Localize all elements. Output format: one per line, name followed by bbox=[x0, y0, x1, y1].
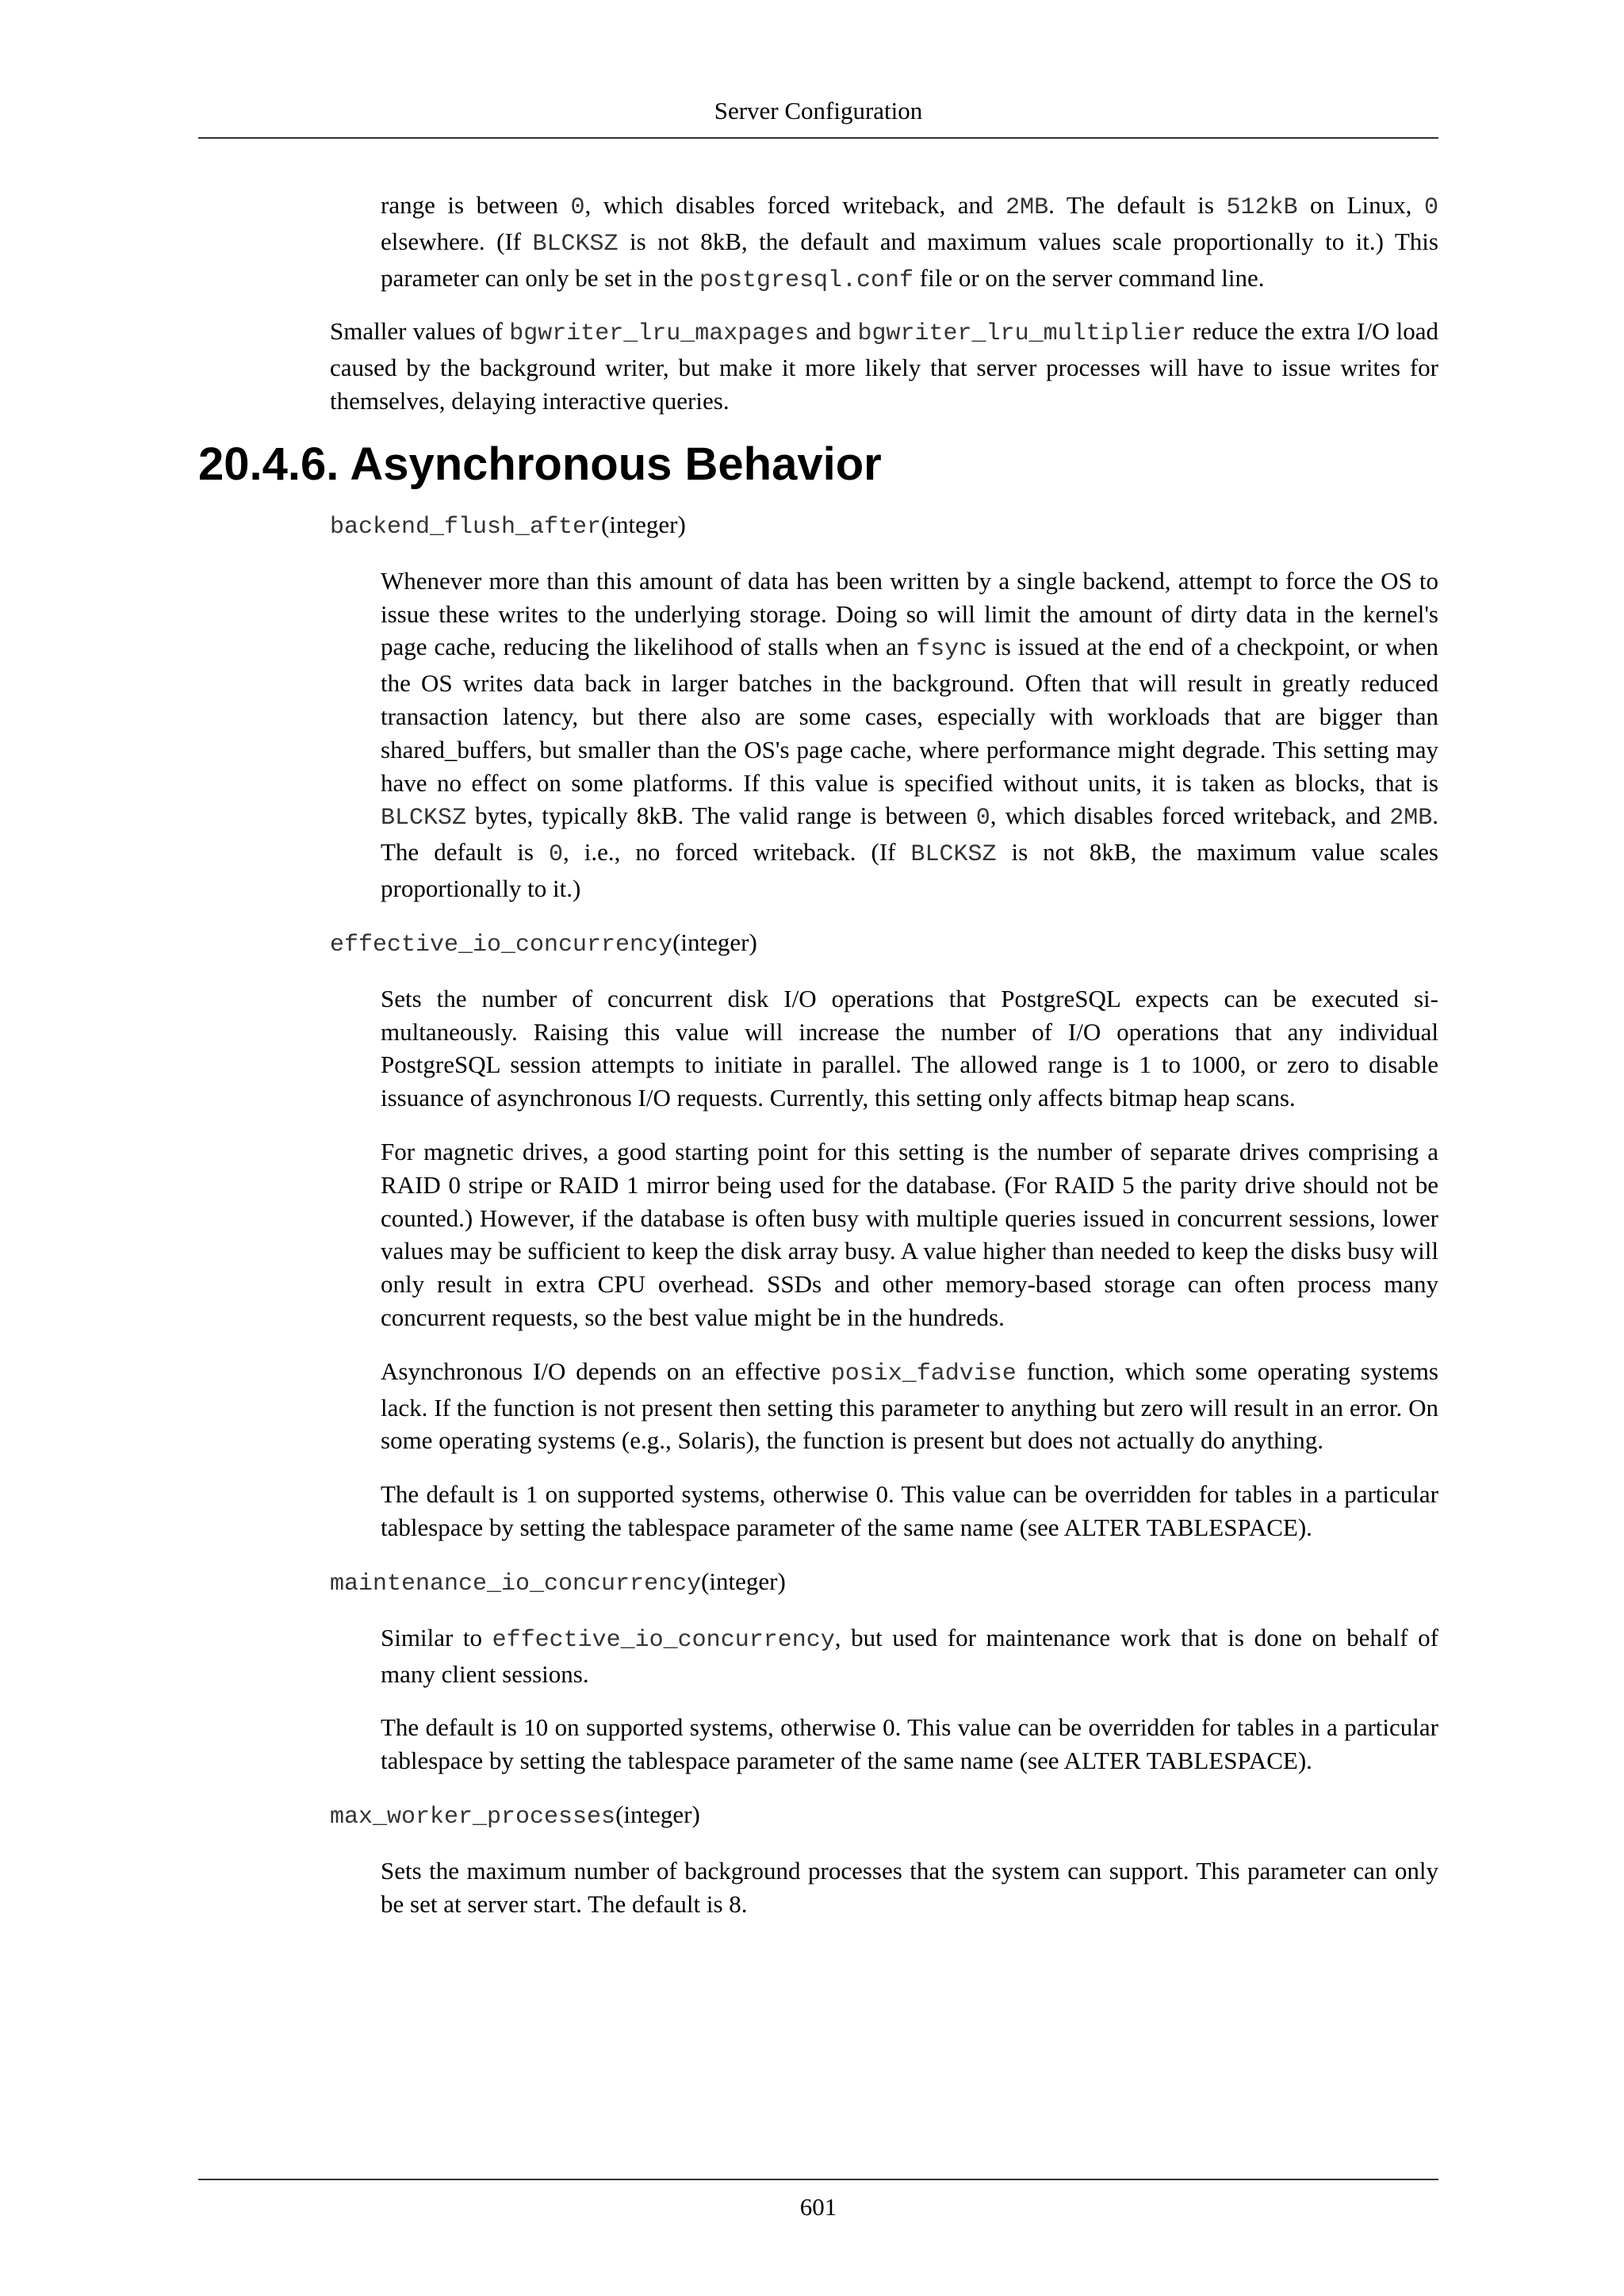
code-literal: BLCKSZ bbox=[381, 805, 467, 832]
code-literal: 0 bbox=[570, 194, 585, 221]
param-definition-effective-io-concurrency bbox=[381, 982, 1438, 1544]
text-run: Asynchronous I/O depends on an effective bbox=[381, 1357, 831, 1385]
code-literal: effective_io_concurrency bbox=[492, 1626, 835, 1654]
param-paragraph: Sets the number of concurrent disk I/O operations that PostgreSQL expects can be executed simultaneously. Raising this value will increase the number of I/O operations that any individual PostgreSQL session attempts to initiate in parallel. The allowed range is 1 to 1000, or zero to disable issuance of asynchronous I/O requests. Currently, this setting only affects bitmap heap scans. bbox=[381, 984, 1438, 1112]
param-definition-max-worker-processes bbox=[381, 1854, 1438, 1921]
code-literal: 2MB bbox=[1389, 805, 1433, 832]
param-type: (integer) bbox=[601, 510, 686, 538]
param-term-max-worker-processes bbox=[330, 1798, 1438, 1834]
param-definition-maintenance-io-concurrency bbox=[381, 1621, 1438, 1777]
param-definition-backend-flush-after bbox=[381, 564, 1438, 905]
text-run: bytes, typically 8kB. The valid range is between bbox=[466, 802, 976, 830]
param-paragraph: For magnetic drives, a good starting point for this setting is the number of separate drives comprising a RAID 0 stripe or RAID 1 mirror being used for the database. (For RAID 5 the parity drive should not be counted.) However, if the database is often busy with multiple queries issued in concurrent sessions, lower values may be sufficient to keep the disk array busy. A value higher than needed to keep the disks busy will only result in extra CPU overhead. SSDs and other memory-based storage can often process many concurrent requests, so the best value might be in the hundreds. bbox=[381, 1137, 1438, 1331]
code-literal: 0 bbox=[548, 841, 563, 869]
page-content bbox=[198, 189, 1438, 1941]
param-paragraph: Sets the maximum number of background processes that the system can support. This parameter can only be set at server start. The default is 8. bbox=[381, 1856, 1438, 1918]
continued-paragraph-1 bbox=[381, 189, 1438, 297]
running-header: Server Configuration bbox=[714, 97, 923, 124]
text-run: reduce the extra I/O load caused by the background writer, but make it more likely that server processes will have to issue writes for themselves, delaying interactive queries. bbox=[330, 317, 1438, 415]
text-run: Similar to bbox=[381, 1623, 492, 1651]
text-run: , which disables forced writeback, and bbox=[990, 802, 1390, 830]
text-run: and bbox=[809, 317, 858, 346]
header-rule bbox=[198, 137, 1438, 139]
code-literal: bgwriter_lru_multiplier bbox=[857, 320, 1186, 348]
page-number: 601 bbox=[799, 2193, 837, 2221]
section-heading: 20.4.6. Asynchronous Behavior bbox=[198, 438, 882, 490]
param-paragraph bbox=[381, 1355, 1438, 1457]
code-literal: posix_fadvise bbox=[830, 1360, 1017, 1387]
text-run: elsewhere. (If bbox=[381, 227, 533, 255]
code-literal: BLCKSZ bbox=[532, 230, 619, 258]
text-run: on Linux, bbox=[1297, 191, 1424, 219]
param-term-maintenance-io-concurrency bbox=[330, 1565, 1438, 1601]
param-paragraph bbox=[381, 1621, 1438, 1691]
code-literal: BLCKSZ bbox=[910, 841, 997, 869]
param-paragraph bbox=[381, 564, 1438, 905]
code-literal: 0 bbox=[1423, 194, 1438, 221]
code-literal: 0 bbox=[975, 805, 990, 832]
param-name: effective_io_concurrency bbox=[330, 931, 673, 959]
text-run: file or on the server command line. bbox=[914, 263, 1265, 292]
text-run: is not 8kB, the maximum value scales proportionally to it.) bbox=[381, 838, 1438, 902]
param-type: (integer) bbox=[615, 1800, 700, 1828]
text-run: function, which some operating systems lack. If the function is not present then setting this parameter to anything but zero will result in an error. On some operating systems (e.g., Solaris), the function is present but does not actually do anything. bbox=[381, 1357, 1438, 1455]
text-run: is issued at the end of a checkpoint, or when the OS writes data back in larger batches in the background. Often that will result in greatly reduced transaction latency, but there also are some cases, especially with workloads that are bigger than shared_buffers, but smaller than the OS's page cache, where performance might degrade. This setting may have no effect on some platforms. If this value is specified without units, it is taken as blocks, that is bbox=[381, 633, 1438, 797]
code-literal: postgresql.conf bbox=[699, 266, 914, 294]
text-run: range is between bbox=[381, 191, 571, 219]
code-literal: 512kB bbox=[1226, 194, 1298, 221]
text-run: . The default is bbox=[1048, 191, 1227, 219]
text-run: , which disables forced writeback, and bbox=[584, 191, 1006, 219]
code-literal: fsync bbox=[916, 636, 988, 664]
param-name: backend_flush_after bbox=[330, 513, 602, 541]
footer-rule bbox=[198, 2179, 1438, 2180]
param-type: (integer) bbox=[701, 1567, 786, 1595]
text-run: , but used for maintenance work that is done on behalf of many client sessions. bbox=[381, 1623, 1438, 1688]
text-run: , i.e., no forced writeback. (If bbox=[562, 838, 911, 867]
text-run: Whenever more than this amount of data has been written by a single backend, attempt to force the OS to issue these writes to the underlying storage. Doing so will limit the amount of dirty data in the kernel's page cache, reducing the likelihood of stalls when an bbox=[381, 566, 1438, 661]
code-literal: 2MB bbox=[1005, 194, 1049, 221]
text-run: Smaller values of bbox=[330, 317, 510, 346]
param-name: max_worker_processes bbox=[330, 1803, 616, 1831]
text-run: is not 8kB, the default and maximum values scale proportionally to it.) This parameter can only be set in the bbox=[381, 227, 1438, 292]
param-paragraph: The default is 1 on supported systems, otherwise 0. This value can be overridden for tables in a particular tablespace by setting the tablespace parameter of the same name (see ALTER TABLESPACE). bbox=[381, 1480, 1438, 1541]
param-paragraph: The default is 10 on supported systems, otherwise 0. This value can be overridden for tables in a particular tablespace by setting the tablespace parameter of the same name (see ALTER TABLESPACE). bbox=[381, 1713, 1438, 1775]
param-term-backend-flush-after bbox=[330, 508, 1438, 544]
param-term-effective-io-concurrency bbox=[330, 926, 1438, 962]
continued-paragraph-2 bbox=[330, 315, 1438, 417]
code-literal: bgwriter_lru_maxpages bbox=[509, 320, 810, 348]
param-name: maintenance_io_concurrency bbox=[330, 1570, 702, 1598]
param-type: (integer) bbox=[672, 928, 757, 956]
text-run: . The default is bbox=[381, 802, 1438, 867]
